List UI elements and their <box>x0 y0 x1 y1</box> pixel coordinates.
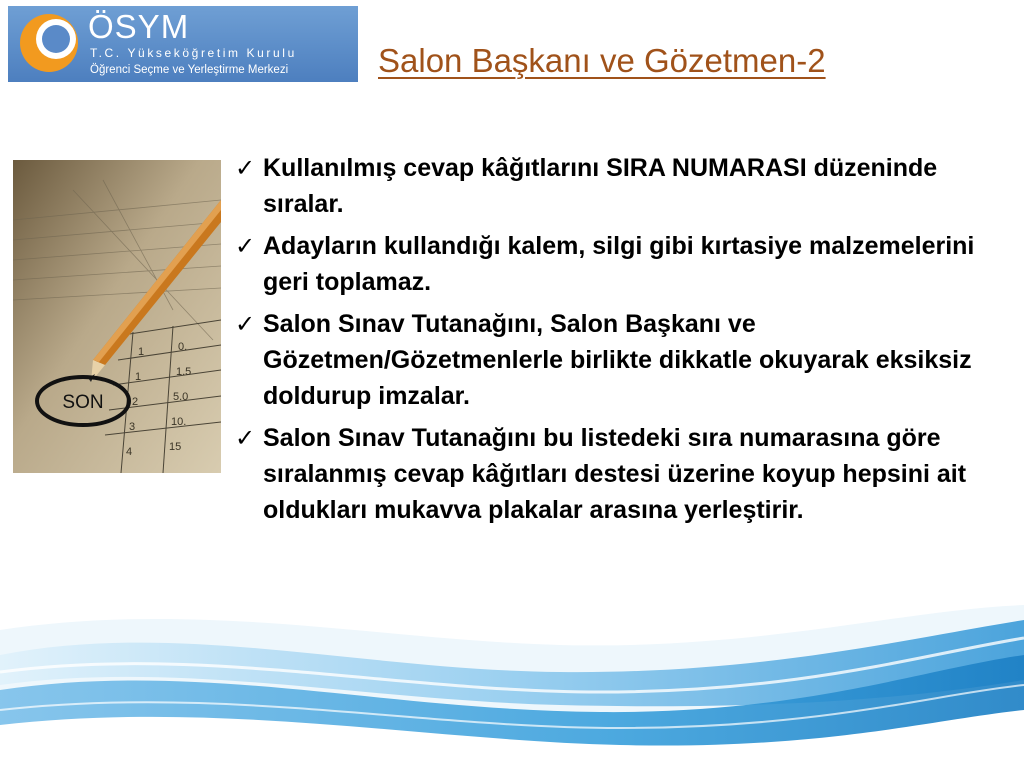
svg-text:1: 1 <box>138 346 145 358</box>
checkmark-icon: ✓ <box>235 154 256 182</box>
stamp-text: SON <box>62 392 104 413</box>
decorative-waves <box>0 600 1024 768</box>
osym-logo-emblem <box>18 12 80 74</box>
svg-text:1: 1 <box>135 371 142 383</box>
svg-text:3: 3 <box>129 421 136 433</box>
bullet-item <box>235 420 995 528</box>
checkmark-icon: ✓ <box>235 424 256 452</box>
bullet-list <box>235 150 995 534</box>
bullet-text: Kullanılmış cevap kâğıtlarını SIRA NUMARASI düzeninde sıralar. <box>263 154 938 218</box>
logo-name: ÖSYM <box>88 8 190 45</box>
svg-text:5.0: 5.0 <box>173 391 189 403</box>
answer-sheet-photo <box>13 160 221 473</box>
svg-text:10.: 10. <box>171 416 187 428</box>
checkmark-icon: ✓ <box>235 310 256 338</box>
osym-logo <box>8 6 358 82</box>
logo-subtitle-2: Öğrenci Seçme ve Yerleştirme Merkezi <box>90 64 289 76</box>
checkmark-icon: ✓ <box>235 232 256 260</box>
bullet-item <box>235 150 995 222</box>
svg-text:2: 2 <box>132 396 139 408</box>
bullet-text: Salon Sınav Tutanağını, Salon Başkanı ve Gözetmen/Gözetmenlerle birlikte dikkatle okuyarak eksiksiz doldurup imzalar. <box>263 310 972 410</box>
bullet-item <box>235 306 995 414</box>
logo-subtitle-1: T.C. Yükseköğretim Kurulu <box>90 46 297 60</box>
bullet-text: Adayların kullandığı kalem, silgi gibi kırtasiye malzemelerini geri toplamaz. <box>263 232 975 296</box>
bullet-text: Salon Sınav Tutanağını bu listedeki sıra numarasına göre sıralanmış cevap kâğıtları destesi üzerine koyup hepsini ait oldukları mukavva plakalar arasına yerleştirir. <box>263 424 967 524</box>
bullet-item <box>235 228 995 300</box>
slide-title: Salon Başkanı ve Gözetmen-2 <box>378 42 826 79</box>
svg-text:0.: 0. <box>178 341 188 353</box>
svg-text:4: 4 <box>126 446 133 458</box>
svg-text:1.5: 1.5 <box>176 366 192 378</box>
svg-text:15: 15 <box>169 441 182 453</box>
